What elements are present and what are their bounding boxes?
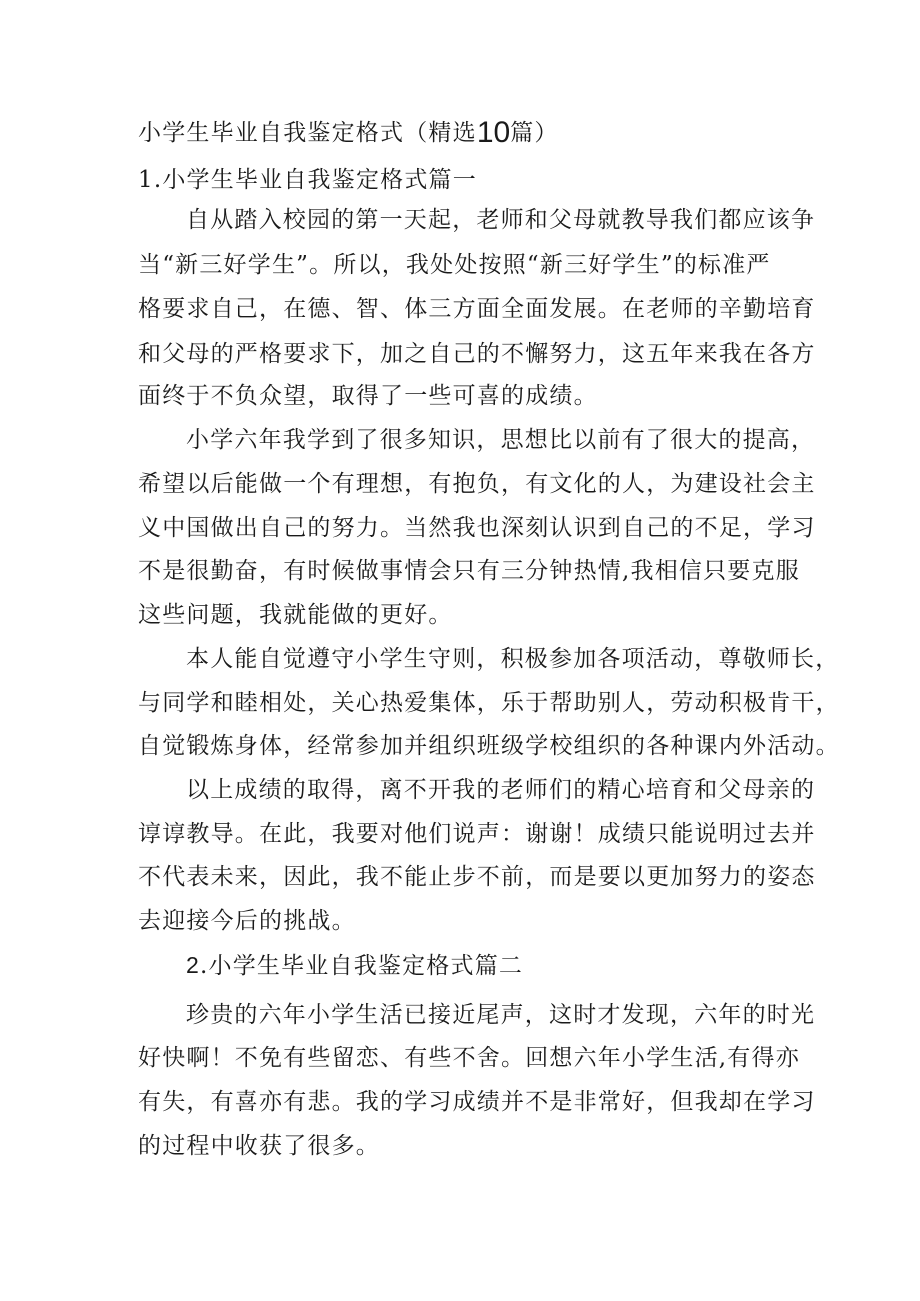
section-1-heading: 1.小学生毕业自我鉴定格式篇一 <box>138 167 477 193</box>
paragraph-line: 谆谆教导。在此，我要对他们说声：谢谢！成绩只能说明过去并 <box>138 821 816 847</box>
paragraph-line: 希望以后能做一个有理想，有抱负，有文化的人，为建设社会主 <box>138 471 816 497</box>
paragraph-line: 自觉锻炼身体，经常参加并组织班级学校组织的各种课内外活动。 <box>138 733 840 759</box>
paragraph-line: 珍贵的六年小学生活已接近尾声，这时才发现，六年的时光 <box>186 1002 816 1028</box>
paragraph-line: 以上成绩的取得，离不开我的老师们的精心培育和父母亲的 <box>186 777 816 803</box>
title-suffix: 篇） <box>510 120 559 146</box>
paragraph-line: 小学六年我学到了很多知识，思想比以前有了很大的提高， <box>186 427 816 453</box>
paragraph-line: 不是很勤奋，有时候做事情会只有三分钟热情,我相信只要克服 <box>138 558 800 584</box>
paragraph-line: 有失，有喜亦有悲。我的学习成绩并不是非常好，但我却在学习 <box>138 1089 816 1115</box>
paragraph-line: 义中国做出自己的努力。当然我也深刻认识到自己的不足，学习 <box>138 515 816 541</box>
title-prefix: 小学生毕业自我鉴定格式（精选 <box>138 120 477 146</box>
paragraph-line: 的过程中收获了很多。 <box>138 1133 380 1159</box>
section-2-heading <box>186 950 523 981</box>
paragraph-line: 和父母的严格要求下，加之自己的不懈努力，这五年来我在各方 <box>138 341 816 367</box>
section-2-text: .小学生毕业自我鉴定格式篇二 <box>200 953 524 979</box>
paragraph-line: 这些问题，我就能做的更好。 <box>138 602 453 628</box>
title-number: 10 <box>476 116 511 149</box>
document-title <box>138 118 559 148</box>
paragraph-line: 格要求自己，在德、智、体三方面全面发展。在老师的辛勤培育 <box>138 296 816 322</box>
paragraph-line: 与同学和睦相处，关心热爱集体，乐于帮助别人，劳动积极肯干， <box>138 690 840 716</box>
paragraph-line: 去迎接今后的挑战。 <box>138 908 356 934</box>
paragraph-line: 面终于不负众望，取得了一些可喜的成绩。 <box>138 383 598 409</box>
section-2-number: 2 <box>186 952 200 978</box>
paragraph-line: 不代表未来，因此，我不能止步不前，而是要以更加努力的姿态 <box>138 864 816 890</box>
paragraph-line: 自从踏入校园的第一天起，老师和父母就教导我们都应该争 <box>186 207 816 233</box>
paragraph-line: 好快啊！不免有些留恋、有些不舍。回想六年小学生活,有得亦 <box>138 1045 800 1071</box>
paragraph-line: 当“新三好学生”。所以，我处处按照“新三好学生”的标准严 <box>138 252 771 278</box>
paragraph-line: 本人能自觉遵守小学生守则，积极参加各项活动，尊敬师长， <box>186 646 840 672</box>
